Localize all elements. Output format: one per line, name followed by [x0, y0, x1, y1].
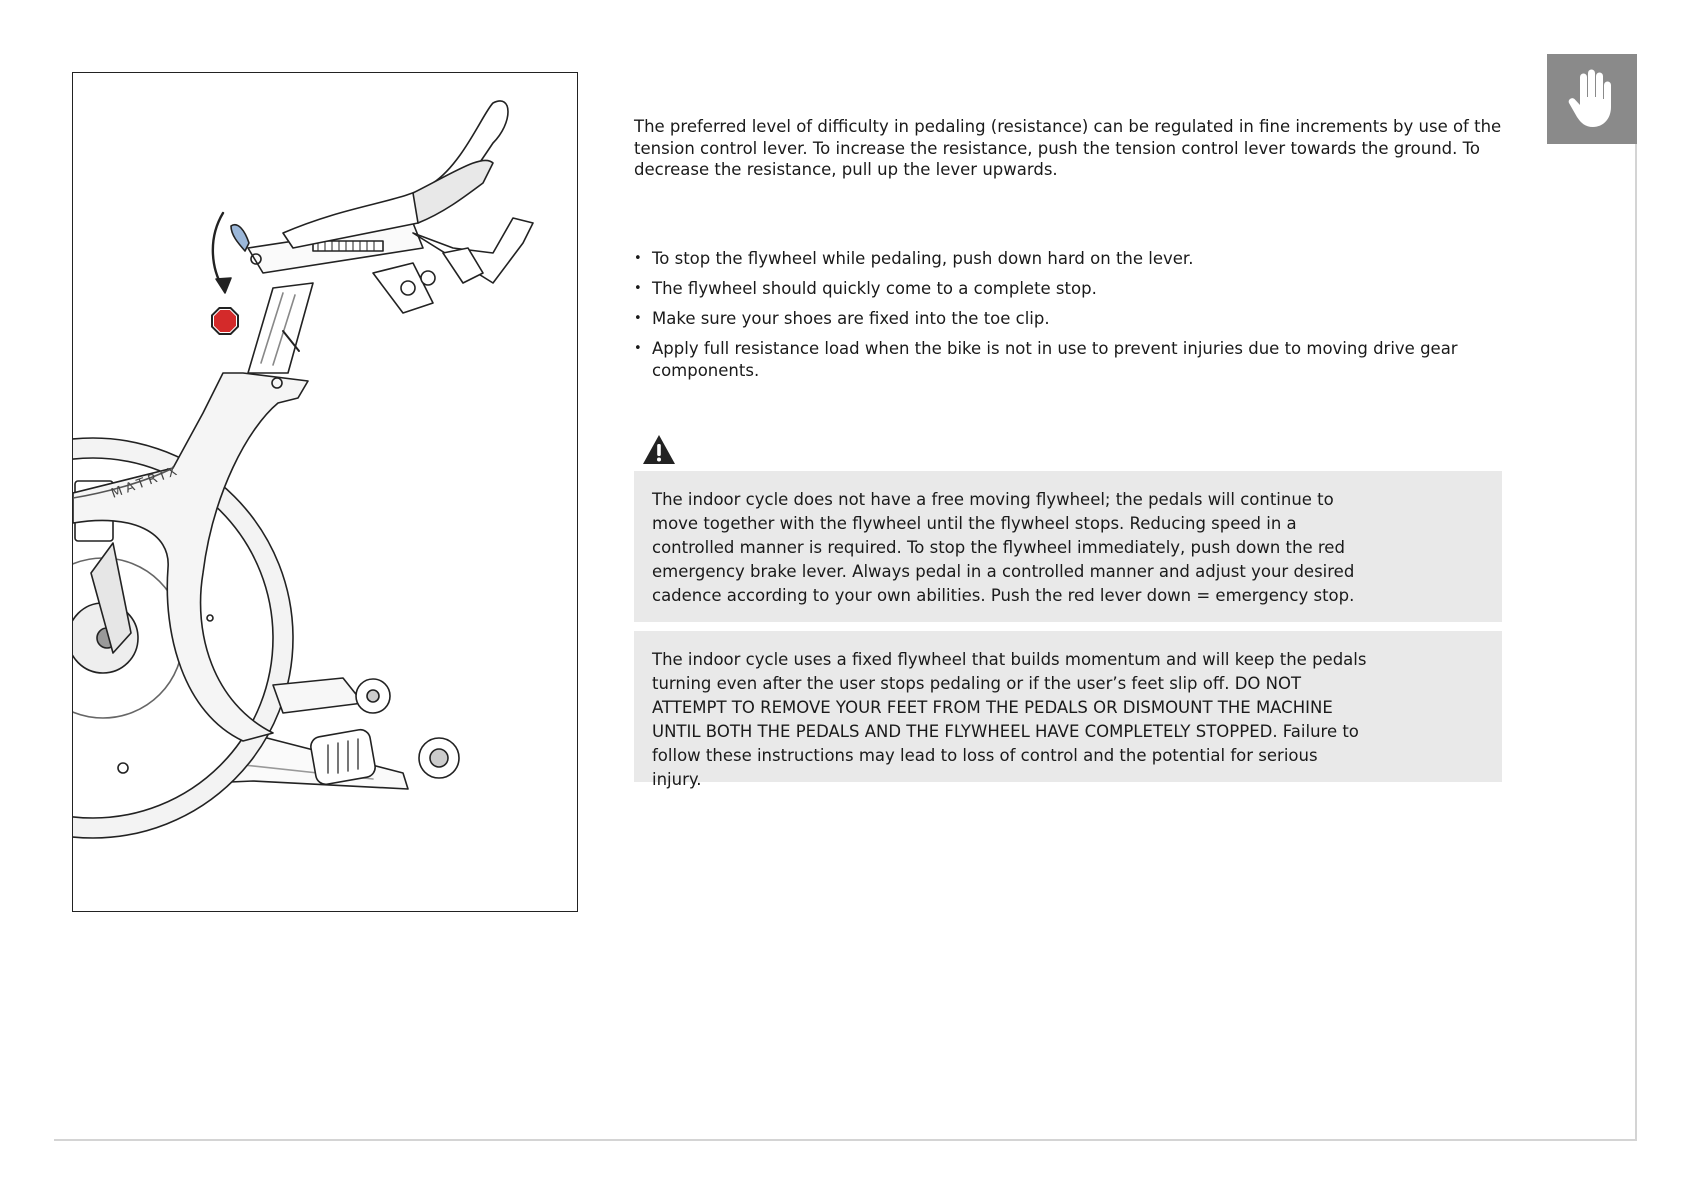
- resistance-paragraph: The preferred level of difficulty in pedaling (resistance) can be regulated in fine increments by use of the tension control lever. To increase the resistance, push the tension control lever towards the ground. To decrease the resistance, pull up the lever upwards.: [634, 117, 1502, 179]
- handlebar-post: [248, 283, 313, 373]
- warning-box-fixed-flywheel: [634, 631, 1502, 789]
- list-item: • Apply full resistance load when the bike is not in use to prevent injuries due to moving drive gear components.: [634, 338, 1502, 381]
- warning-box-free-flywheel: [634, 471, 1502, 622]
- hand-stop-icon: [1566, 69, 1618, 129]
- list-item: • The flywheel should quickly come to a complete stop.: [634, 278, 1502, 300]
- warning-text: The indoor cycle does not have a free moving flywheel; the pedals will continue to move together with the flywheel until the flywheel stops. Reducing speed in a controlled manner is required. To stop the flywheel immediately, push down the red emergency brake lever. Always pedal in a controlled manner and adjust your desired cadence according to your own abilities. Push the red lever down = emergency stop.: [652, 490, 1355, 605]
- list-item: • To stop the flywheel while pedaling, push down hard on the lever.: [634, 248, 1502, 270]
- section-tab: [1547, 54, 1637, 144]
- page-frame-bottom: [54, 1139, 1637, 1141]
- bike-drawing: [73, 73, 578, 912]
- brand-text: MATRIX: [109, 462, 183, 502]
- page-frame-right: [1635, 143, 1637, 1141]
- pedal-right: [309, 728, 376, 786]
- front-stabilizer: [273, 678, 363, 713]
- emergency-brake-list: [634, 248, 1502, 390]
- list-item: • Make sure your shoes are fixed into the toe clip.: [634, 308, 1502, 330]
- push-down-arrow: [213, 213, 223, 288]
- resistance-lever: [231, 225, 249, 251]
- warning-triangle-icon: [642, 434, 676, 465]
- warning-text: The indoor cycle uses a fixed flywheel that builds momentum and will keep the pedals turning even after the user stops pedaling or if the user’s feet slip off. DO NOT ATTEMPT TO REMOVE YOUR FEET FROM THE PEDALS OR DISMOUNT THE MACHINE UNTIL BOTH THE PEDALS AND THE FLYWHEEL HAVE COMPLETELY STOPPED. Failure to follow these instructions may lead to loss of control and the potential for serious injury.: [652, 650, 1367, 789]
- stop-sign-icon: [211, 307, 239, 335]
- bike-illustration: [72, 72, 578, 912]
